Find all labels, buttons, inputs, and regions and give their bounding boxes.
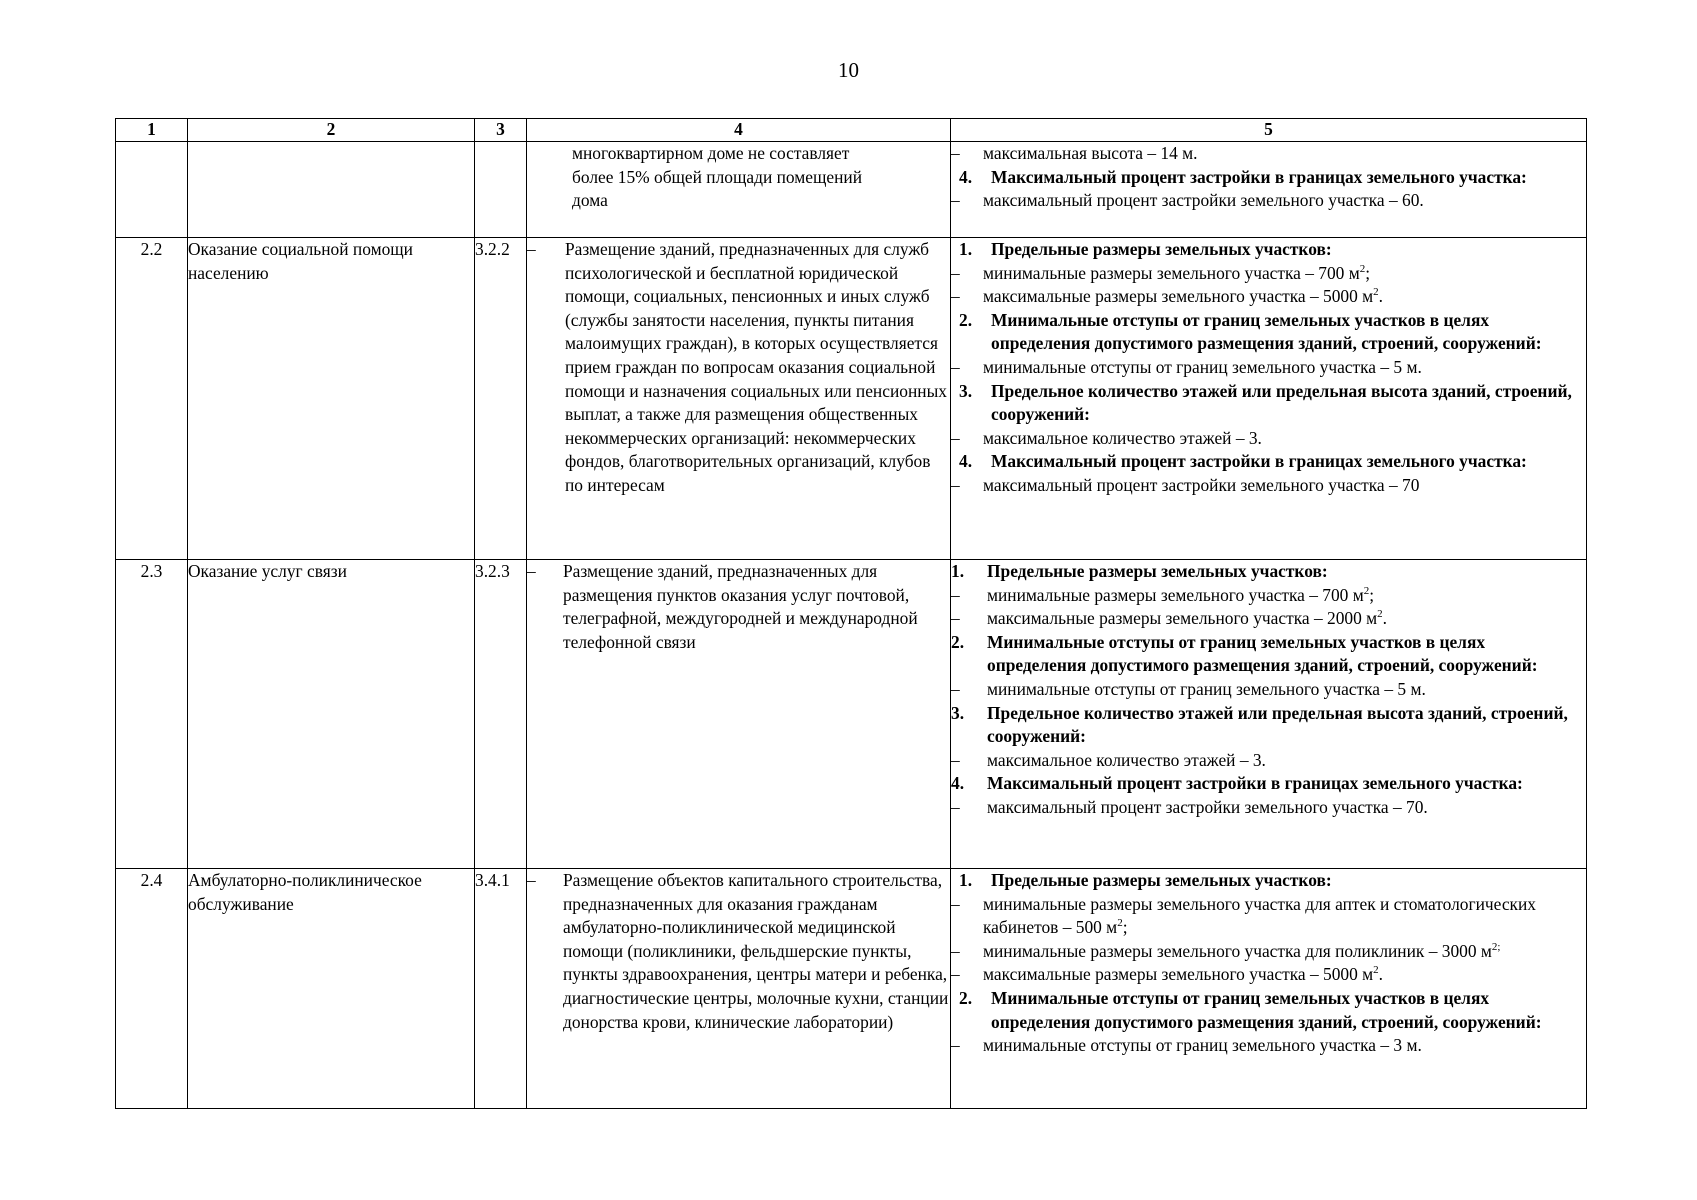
item-number: 1. <box>959 870 973 890</box>
desc-line: более 15% общей площади помещений <box>572 166 863 187</box>
parameter-item <box>951 427 1586 451</box>
parameter-heading <box>951 772 1586 796</box>
description-text: Размещение зданий, предназначенных для служб психологической и бесплатной юридической помощи, социальных, пенсионных и иных служб (службы занятости населения, пункты питания малоимущих граждан), в которых осуществляется прием граждан по вопросам оказания социальной помощи и назначения социальных или пенсионных выплат, а также для размещения общественных некоммерческих организаций: некоммерческих фондов, благотворительных организаций, клубов по интересам <box>565 239 947 495</box>
cell-code: 3.2.2 <box>475 238 527 560</box>
parameter-heading <box>951 238 1586 262</box>
description-text: Размещение объектов капитального строительства, предназначенных для оказания гражданам амбулаторно-поликлинической медицинской помощи (поликлиники, фельдшерские пункты, пункты здравоохранения, центры матери и ребенка, диагностические центры, молочные кухни, станции донорства крови, клинические лаборатории) <box>563 870 949 1032</box>
cell-code: 3.2.3 <box>475 560 527 869</box>
parameter-text: Максимальный процент застройки в границах земельного участка: <box>987 773 1523 794</box>
parameter-heading <box>951 987 1586 1034</box>
cell-num <box>116 142 188 238</box>
parameter-text: Предельное количество этажей или предельная высота зданий, строений, сооружений: <box>991 380 1572 425</box>
parameter-text: минимальные отступы от границ земельного участка – 5 м. <box>987 678 1426 699</box>
parameter-text: максимальные размеры земельного участка – 5000 $м^2$. <box>983 964 1383 985</box>
superscript: 2 <box>1363 584 1370 597</box>
parameter-text: Предельные размеры земельных участков: <box>991 239 1332 259</box>
cell-parameters <box>951 238 1587 560</box>
desc-line: многоквартирном доме не составляет <box>572 143 850 163</box>
superscript: 2 <box>1373 964 1379 977</box>
parameter-item <box>951 678 1586 702</box>
parameter-text: Предельное количество этажей или предельная высота зданий, строений, сооружений: <box>987 702 1568 747</box>
cell-code <box>475 142 527 238</box>
dash-marker: – <box>951 286 960 307</box>
parameter-text: максимальный процент застройки земельного участка – 70 <box>983 474 1420 495</box>
item-number: 4. <box>959 166 973 187</box>
page-number: 10 <box>838 58 859 82</box>
parameter-heading <box>951 631 1586 678</box>
parameter-item <box>951 893 1586 940</box>
cell-description <box>527 869 951 1109</box>
parameter-text: Максимальный процент застройки в границах земельного участка: <box>991 166 1527 187</box>
superscript: 2 <box>1377 608 1383 621</box>
table-row <box>116 560 1587 869</box>
header-row <box>116 119 1587 142</box>
item-number: 3. <box>951 702 965 723</box>
parameter-text: минимальные размеры земельного участка – 700 $м^2$; <box>983 262 1371 283</box>
parameter-text: минимальные размеры земельного участка для аптек и стоматологических кабинетов – 500 $м^2$; <box>983 893 1537 938</box>
item-number: 3. <box>959 380 973 401</box>
cell-parameters <box>951 142 1587 238</box>
header-col-3: 3 <box>475 119 527 142</box>
cell-parameters <box>951 869 1587 1109</box>
parameter-text: Предельные размеры земельных участков: <box>987 561 1328 581</box>
cell-name: Амбулаторно-поликлиническое обслуживание <box>188 869 475 1109</box>
cell-num: 2.3 <box>116 560 188 869</box>
item-number: 1. <box>959 239 973 259</box>
description-item <box>527 560 950 654</box>
parameter-text: минимальные размеры земельного участка для поликлиник – 3000 $м^{2;}$ <box>983 940 1501 961</box>
description-item <box>527 238 950 498</box>
header-col-1: 1 <box>116 119 188 142</box>
parameter-heading <box>951 166 1586 190</box>
desc-line: дома <box>572 190 608 211</box>
dash-marker: – <box>951 262 960 283</box>
description-text: Размещение зданий, предназначенных для размещения пунктов оказания услуг почтовой, телеграфной, междугородней и международной телефонной связи <box>563 561 918 652</box>
item-number: 2. <box>959 987 973 1008</box>
parameter-heading <box>951 380 1586 427</box>
parameter-text: минимальные размеры земельного участка – 700 $м^2$; <box>987 584 1375 605</box>
dash-marker: – <box>951 678 960 699</box>
table-row <box>116 238 1587 560</box>
dash-marker: – <box>951 190 960 211</box>
parameter-heading <box>951 560 1586 584</box>
parameter-text: минимальные отступы от границ земельного участка – 3 м. <box>983 1035 1422 1056</box>
parameter-text: максимальные размеры земельного участка – 2000 $м^2$. <box>987 608 1387 629</box>
parameter-heading <box>951 309 1586 356</box>
cell-name: Оказание услуг связи <box>188 560 475 869</box>
item-number: 2. <box>951 631 965 652</box>
cell-description <box>527 560 951 869</box>
cell-description <box>527 238 951 560</box>
dash-marker: – <box>951 796 960 817</box>
parameter-item <box>951 356 1586 380</box>
parameter-text: Предельные размеры земельных участков: <box>991 870 1332 890</box>
parameter-text: максимальный процент застройки земельного участка – 60. <box>983 190 1424 211</box>
parameter-item <box>951 1034 1586 1058</box>
dash-marker: – <box>527 561 536 581</box>
parameter-heading <box>951 702 1586 749</box>
parameter-text: Минимальные отступы от границ земельных участков в целях определения допустимого размещения зданий, строений, сооружений: <box>991 987 1542 1032</box>
parameter-item <box>951 963 1586 987</box>
item-number: 2. <box>959 309 973 330</box>
cell-description <box>527 142 951 238</box>
cell-num: 2.2 <box>116 238 188 560</box>
parameter-heading <box>951 450 1586 474</box>
parameter-item <box>951 796 1586 820</box>
item-number: 4. <box>951 773 965 794</box>
parameter-item <box>951 189 1586 213</box>
parameter-text: максимальный процент застройки земельного участка – 70. <box>987 796 1428 817</box>
zoning-table <box>115 118 1587 1109</box>
superscript: 2 <box>1359 262 1366 275</box>
parameter-item <box>951 749 1586 773</box>
dash-marker: – <box>951 143 960 163</box>
parameter-text: максимальное количество этажей – 3. <box>987 749 1266 770</box>
parameter-text: Минимальные отступы от границ земельных участков в целях определения допустимого размещения зданий, строений, сооружений: <box>987 631 1538 676</box>
dash-marker: – <box>951 893 960 914</box>
cell-name <box>188 142 475 238</box>
parameter-item <box>951 474 1586 498</box>
cell-parameters <box>951 560 1587 869</box>
parameter-text: минимальные отступы от границ земельного участка – 5 м. <box>983 356 1422 377</box>
superscript: 2 <box>1117 917 1123 930</box>
dash-marker: – <box>951 608 960 629</box>
parameter-item <box>951 584 1586 608</box>
cell-code: 3.4.1 <box>475 869 527 1109</box>
dash-marker: – <box>951 749 960 770</box>
dash-marker: – <box>951 1035 960 1056</box>
dash-marker: – <box>951 940 960 961</box>
item-number: 4. <box>959 451 973 472</box>
cell-num: 2.4 <box>116 869 188 1109</box>
header-col-2: 2 <box>188 119 475 142</box>
parameter-item <box>951 285 1586 309</box>
parameter-text: Максимальный процент застройки в границах земельного участка: <box>991 451 1527 472</box>
parameter-text: максимальная высота – 14 м. <box>983 143 1198 163</box>
parameter-text: Минимальные отступы от границ земельных участков в целях определения допустимого размещения зданий, строений, сооружений: <box>991 309 1542 354</box>
dash-marker: – <box>527 870 536 890</box>
superscript: 2; <box>1491 940 1501 953</box>
dash-marker: – <box>527 239 536 259</box>
parameter-text: максимальное количество этажей – 3. <box>983 427 1262 448</box>
parameter-item <box>951 262 1586 286</box>
description-item <box>527 869 950 1034</box>
parameter-item <box>951 940 1586 964</box>
parameter-heading <box>951 869 1586 893</box>
item-number: 1. <box>951 561 965 581</box>
dash-marker: – <box>951 584 960 605</box>
header-col-4: 4 <box>527 119 951 142</box>
header-col-5: 5 <box>951 119 1587 142</box>
parameter-item <box>951 142 1586 166</box>
dash-marker: – <box>951 474 960 495</box>
dash-marker: – <box>951 356 960 377</box>
dash-marker: – <box>951 964 960 985</box>
superscript: 2 <box>1373 286 1379 299</box>
parameter-text: максимальные размеры земельного участка – 5000 $м^2$. <box>983 286 1383 307</box>
parameter-item <box>951 607 1586 631</box>
cell-name: Оказание социальной помощи населению <box>188 238 475 560</box>
dash-marker: – <box>951 427 960 448</box>
continuation-row <box>116 142 1587 238</box>
table-row <box>116 869 1587 1109</box>
